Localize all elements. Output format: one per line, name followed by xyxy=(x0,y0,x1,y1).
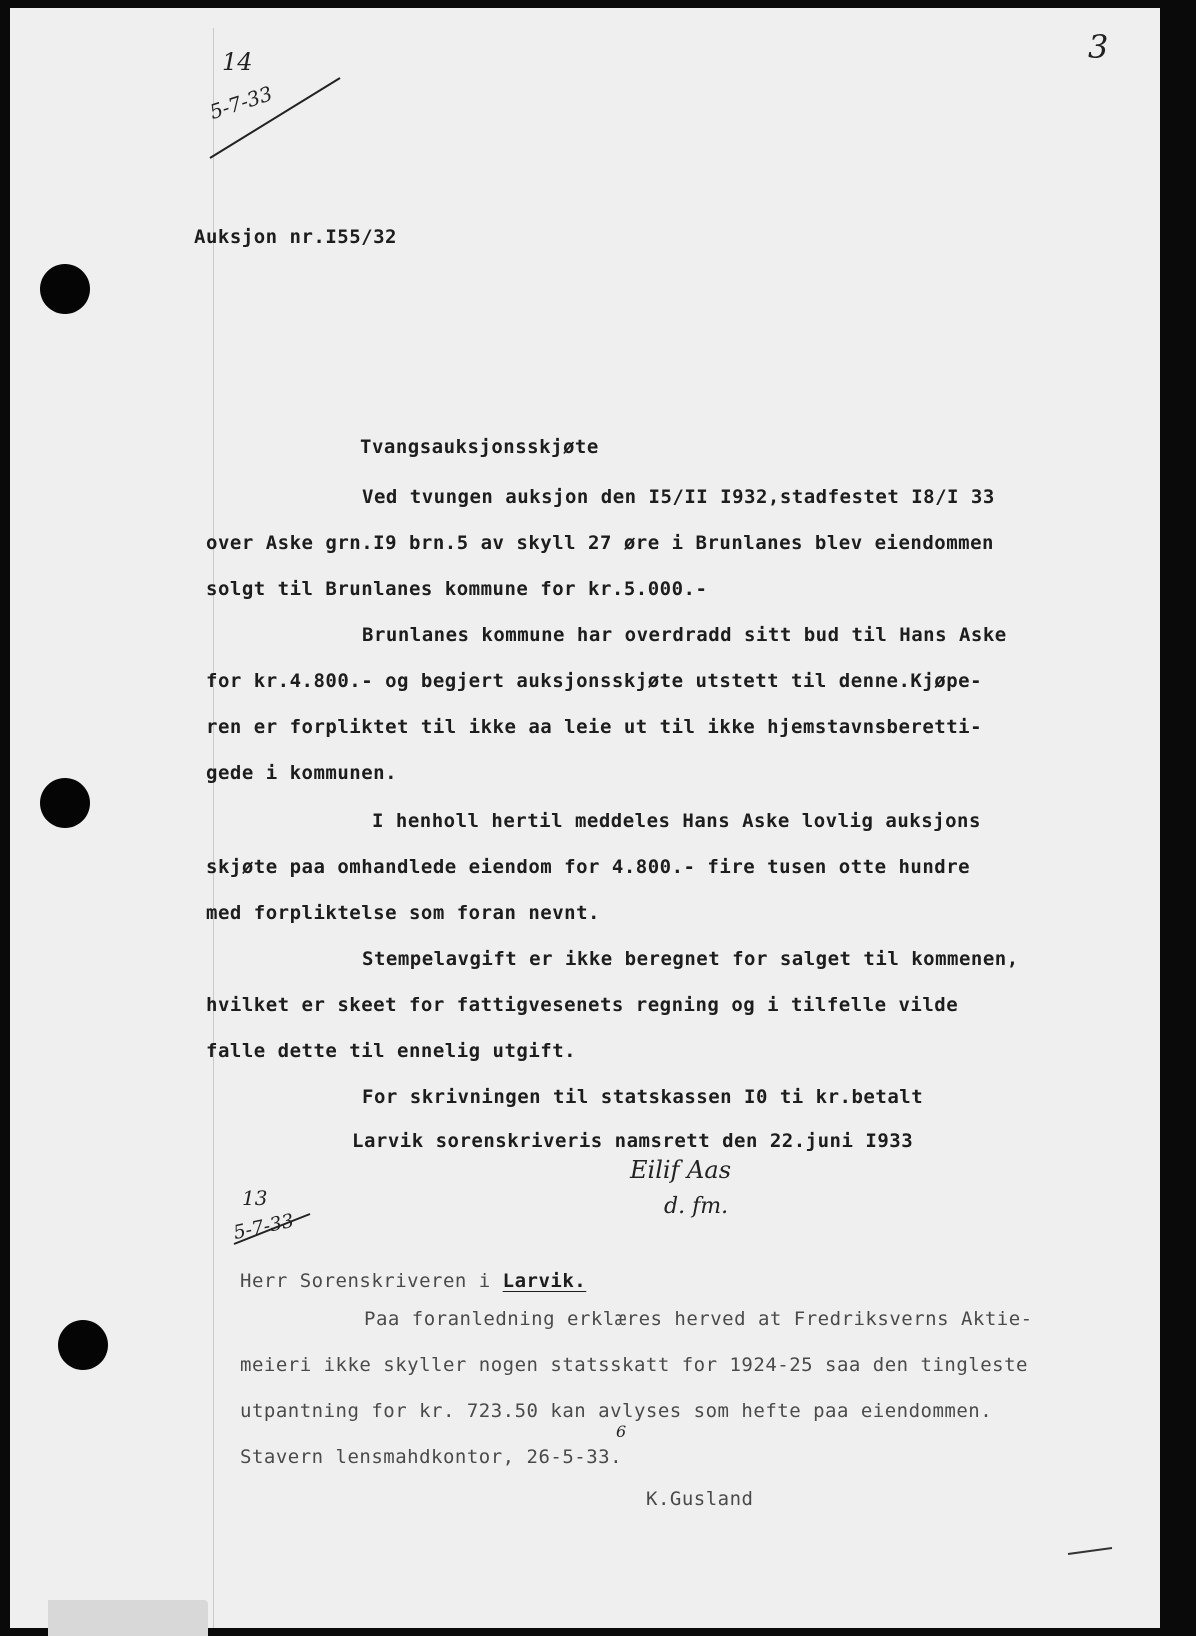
signature-2: K.Gusland xyxy=(646,1488,754,1510)
margin-note-top-number: 14 xyxy=(222,48,253,76)
signature-1-title: d. fm. xyxy=(664,1194,729,1219)
folder-tab xyxy=(48,1600,208,1636)
body-line: I henholl hertil meddeles Hans Aske lovlig auksjons xyxy=(372,810,981,832)
document-heading: Tvangsauksjonsskjøte xyxy=(360,436,599,458)
letter-line: Stavern lensmahdkontor, 26-5-33. xyxy=(240,1446,623,1468)
signature-1-name: Eilif Aas xyxy=(630,1156,732,1184)
handwritten-strokes xyxy=(10,8,1160,1628)
body-line: for kr.4.800.- og begjert auksjonsskjøte utstett til denne.Kjøpe- xyxy=(206,670,983,692)
document-sheet xyxy=(10,8,1160,1628)
auction-number: Auksjon nr.I55/32 xyxy=(194,226,397,248)
letter-line: Paa foranledning erklæres herved at Fredriksverns Aktie- xyxy=(364,1308,1033,1330)
body-line: Stempelavgift er ikke beregnet for salget til kommenen, xyxy=(362,948,1019,970)
letter-line: utpantning for kr. 723.50 kan avlyses som hefte paa eiendommen. xyxy=(240,1400,993,1422)
margin-note-bottom-date: 5-7-33 xyxy=(231,1209,296,1244)
body-line: Brunlanes kommune har overdradd sitt bud til Hans Aske xyxy=(362,624,1007,646)
addressee-place: Larvik. xyxy=(502,1270,587,1292)
addressee-prefix: Herr Sorenskriveren i xyxy=(240,1270,503,1292)
body-line: gede i kommunen. xyxy=(206,762,398,784)
date-correction: 6 xyxy=(616,1422,627,1441)
margin-note-bottom-number: 13 xyxy=(242,1186,268,1210)
body-line: For skrivningen til statskassen I0 ti kr.betalt xyxy=(362,1086,924,1108)
body-line: falle dette til ennelig utgift. xyxy=(206,1040,577,1062)
page-number: 3 xyxy=(1088,28,1109,66)
margin-note-bottom-slash xyxy=(234,1214,310,1244)
body-line: ren er forpliktet til ikke aa leie ut til ikke hjemstavnsberetti- xyxy=(206,716,983,738)
closing-dash xyxy=(1068,1548,1112,1554)
body-line: solgt til Brunlanes kommune for kr.5.000.- xyxy=(206,578,708,600)
body-line: over Aske grn.I9 brn.5 av skyll 27 øre i Brunlanes blev eiendommen xyxy=(206,532,994,554)
body-line: hvilket er skeet for fattigvesenets regning og i tilfelle vilde xyxy=(206,994,959,1016)
body-line: Ved tvungen auksjon den I5/II I932,stadfestet I8/I 33 xyxy=(362,486,995,508)
margin-note-top-date: 5-7-33 xyxy=(206,81,276,124)
letter-line: meieri ikke skyller nogen statsskatt for 1924-25 saa den tingleste xyxy=(240,1354,1028,1376)
body-line: med forpliktelse som foran nevnt. xyxy=(206,902,600,924)
body-line: skjøte paa omhandlede eiendom for 4.800.- fire tusen otte hundre xyxy=(206,856,971,878)
margin-note-top-slash xyxy=(210,78,340,158)
body-line: Larvik sorenskriveris namsrett den 22.juni I933 xyxy=(352,1130,914,1152)
